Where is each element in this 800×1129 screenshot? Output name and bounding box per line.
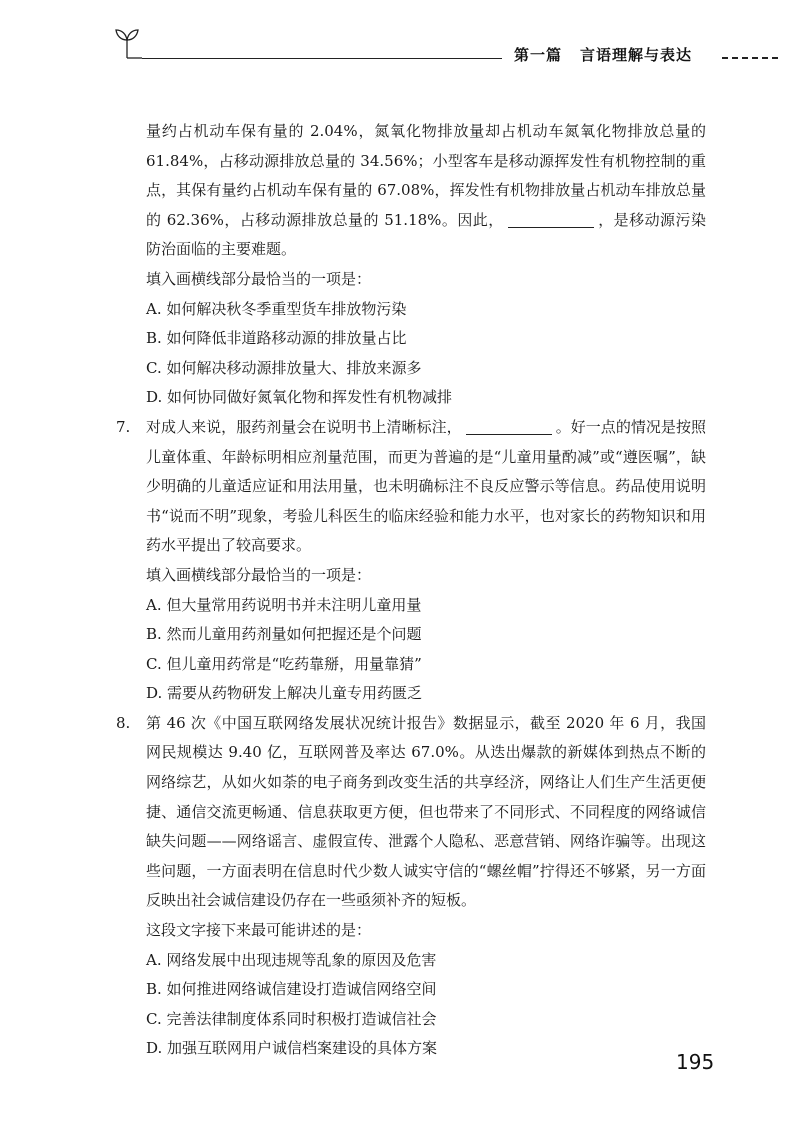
q7-option-d: D. 需要从药物研发上解决儿童专用药匮乏 [146,684,423,703]
q7-option-a: A. 但大量常用药说明书并未注明儿童用量 [146,595,422,614]
q6-option-d: D. 如何协同做好氮氧化物和挥发性有机物减排 [146,388,453,407]
q7-text-before-blank: 对成人来说，服药剂量会在说明书上清晰标注， [146,417,462,436]
question-7-passage [116,413,706,561]
running-header [0,0,800,80]
q8-option-c: C. 完善法律制度体系同时积极打造诚信社会 [146,1009,437,1028]
q8-text: 第 46 次《中国互联网络发展状况统计报告》数据显示，截至 2020 年 6 月，我国网民规模达 9.40 亿，互联网普及率达 67.0%。从迭出爆款的新媒体到热点不断的网络综艺，从如火如荼的电子商务到改变生活的共享经济，网络让人们生产生活更便捷、通信交流更畅通、信息获取更方便，但也带来了不同形式、不同程度的网络诚信缺失问题——网络谣言、虚假宣传、泄露个人隐私、恶意营销、网络诈骗等。出现这些问题，一方面表明在信息时代少数人诚实守信的“螺丝帽”拧得还不够紧，另一方面反映出社会诚信建设仍存在一些亟须补齐的短板。 [146,713,706,910]
header-rule [142,58,502,59]
q7-text-after-blank: 。好一点的情况是按照儿童体重、年龄标明相应剂量范围，而更为普遍的是“儿童用量酌减”或“遵医嘱”，缺少明确的儿童适应证和用法用量，也未明确标注不良反应警示等信息。药品使用说明书“说而不明”现象，考验儿科医生的临床经验和能力水平，也对家长的药物知识和用药水平提出了较高要求。 [146,417,706,555]
q6-option-a: A. 如何解决秋冬季重型货车排放物污染 [146,299,407,318]
q8-number: 8. [116,713,131,732]
q7-option-b: B. 然而儿童用药剂量如何把握还是个问题 [146,625,422,644]
q6-option-c: C. 如何解决移动源排放量大、排放来源多 [146,358,422,377]
header-title [514,44,692,65]
q6-option-b: B. 如何降低非道路移动源的排放量占比 [146,329,407,348]
q7-option-c: C. 但儿童用药常是“吃药靠掰，用量靠猜” [146,654,422,673]
q8-prompt: 这段文字接下来最可能讲述的是： [146,921,372,940]
q6-text-before-blank: 量约占机动车保有量的 2.04%，氮氧化物排放量却占机动车氮氧化物排放总量的 61.84%，占移动源排放总量的 34.56%；小型客车是移动源挥发性有机物控制的重点，其保有量约占机动车保有量的 67.08%，挥发性有机物排放量占机动车排放总量的 62.36%，占移动源排放总量的 51.18%。因此， [146,122,706,229]
q6-answer-blank [508,209,594,228]
page-content [116,117,706,1064]
q6-prompt: 填入画横线部分最恰当的一项是： [146,269,372,288]
q8-option-a: A. 网络发展中出现违规等乱象的原因及危害 [146,950,437,969]
question-6-passage [146,117,706,265]
header-part: 第一篇 [514,46,563,64]
q8-option-d: D. 加强互联网用户诚信档案建设的具体方案 [146,1039,438,1058]
page-number: 195 [676,1050,715,1074]
header-section-title: 言语理解与表达 [580,46,693,64]
leaf-sprout-icon [112,26,142,60]
q7-answer-blank [466,416,552,435]
q7-prompt: 填入画横线部分最恰当的一项是： [146,565,372,584]
q8-option-b: B. 如何推进网络诚信建设打造诚信网络空间 [146,980,437,999]
header-dashed-rule [722,57,778,59]
q6-text-after-blank: ，是移动源污染防治面临的主要难题。 [146,210,706,259]
question-8-passage [116,709,706,916]
q7-number: 7. [116,417,131,436]
